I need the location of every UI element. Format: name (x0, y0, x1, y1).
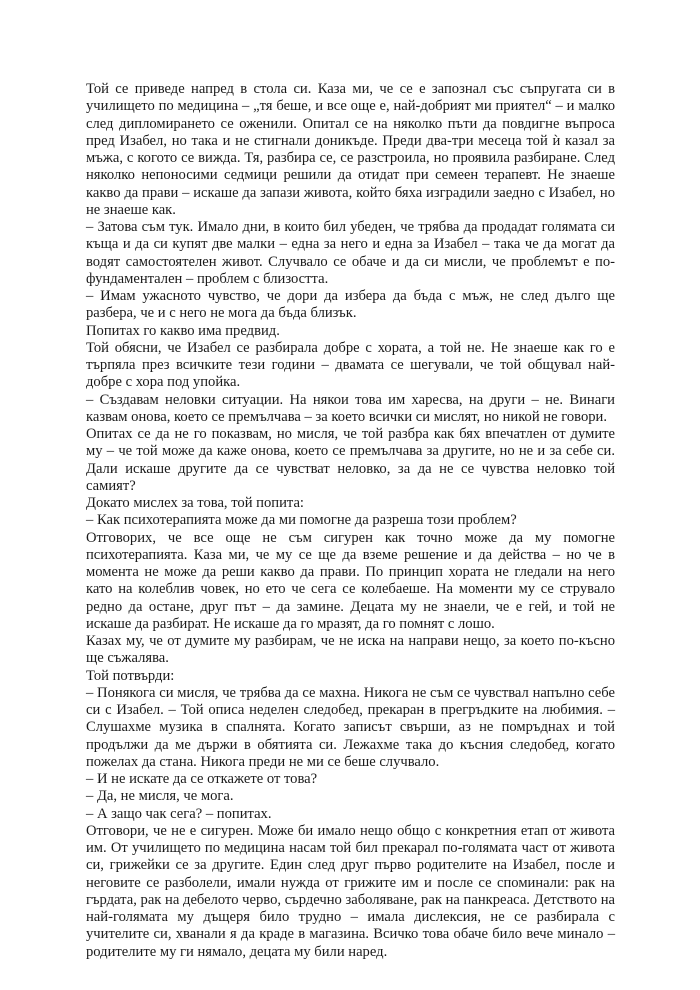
paragraph: – Затова съм тук. Имало дни, в които бил убеден, че трябва да продадат голямата си къща и да си купят две малки – една за него и една за Изабел – така че да могат да водят самостоятелен живот. Случвало се обаче и да си мисли, че проблемът е по-фундаментален – проблем с близостта. (86, 219, 615, 287)
paragraph: Той потвърди: (86, 667, 175, 684)
paragraph: Докато мислех за това, той попита: (86, 495, 304, 511)
paragraph: Казах му, че от думите му разбирам, че не иска на направи нещо, за което по-късно ще съжалява. (86, 633, 615, 667)
paragraph: Опитах се да не го показвам, но мисля, че той разбра как бях впечатлен от думите му – че той може да каже онова, което се премълчава за другите, но не и за себе си. Дали искаше другите да се чувстват неловко, за да не се чувства неловко той самият? (86, 426, 615, 494)
paragraph: Отговори, че не е сигурен. Може би имало нещо общо с конкретния етап от живота им. От училището по медицина насам той бил прекарал по-голямата част от живота си, грижейки се за другите. Един след друг първо родителите на Изабел, после и неговите се разболели, имали нужда от грижите им и после се споминали: рак на гърдата, рак на дебелото черво, сърдечно заболяване, рак на панкреаса. Детството на най-голямата му дъщеря било трудно – имала дислексия, не се разбирала с учителите си, хванали я да краде в магазина. Всичко това обаче било вече минало – родителите му ги нямало, децата му били наред. (86, 822, 615, 960)
paragraph: – А защо чак сега? – попитах. (86, 805, 272, 822)
paragraph: Той се приведе напред в стола си. Каза ми, че се е запознал със съпругата си в училището по медицина – „тя беше, и все още е, най-добрият ми приятел“ – и малко след дипломирането се оженили. Опитал се на няколко пъти да повдигне въпроса пред Изабел, но така и не стигнали доникъде. Преди два-три месеца той ѝ казал за мъжа, с когото се вижда. Тя, разбира се, се разстроила, но проявила разбиране. След няколко непоносими седмици решили да отидат при семеен терапевт. Не знаеше какво да прави – искаше да запази живота, който бяха изградили заедно с Изабел, но не знаеше как. (86, 81, 615, 218)
paragraph: Отговорих, че все още не съм сигурен как точно може да му помогне психотерапията. Каза ми, че му се ще да вземе решение и да действа – но че в момента не може да реши какво да прави. По принцип хората не гледали на него като на колеблив човек, но ето че сега се колебаеше. На моменти му се струвало редно да остане, друг път – да замине. Децата му не знаели, че е гей, и той не искаше да разбират. Не искаше да го мразят, да го помнят с лошо. (86, 529, 615, 632)
paragraph: – Да, не мисля, че мога. (86, 788, 234, 805)
paragraph: – Имам ужасното чувство, че дори да избера да бъда с мъж, не след дълго ще разбера, че и с него не мога да бъда близък. (86, 288, 615, 322)
document-page (86, 81, 615, 961)
paragraph: – И не искате да се откажете от това? (86, 771, 318, 787)
paragraph: – Понякога си мисля, че трябва да се махна. Никога не съм се чувствал напълно себе си с Изабел. – Той описа неделен следобед, прекаран в прегръдките на любимия. – Слушахме музика в спалнята. Когато записът свърши, аз не помръднах и той продължи да ме държи в обятията си. Лежахме така до късния следобед, когато пожелах да стана. Никога преди не ми се беше случвало. (86, 684, 615, 770)
paragraph: – Как психотерапията може да ми помогне да разреша този проблем? (86, 512, 517, 529)
paragraph: Попитах го какво има предвид. (86, 322, 280, 339)
paragraph: Той обясни, че Изабел се разбирала добре с хората, а той не. Не знаеше как го е търпяла през всичките тези години – двамата се шегували, че той общувал най-добре с хора под упойка. (86, 339, 615, 391)
paragraph: – Създавам неловки ситуации. На някои това им харесва, на други – не. Винаги казвам онова, което се премълчава – за което всички си мислят, но никой не говори. (86, 391, 615, 425)
